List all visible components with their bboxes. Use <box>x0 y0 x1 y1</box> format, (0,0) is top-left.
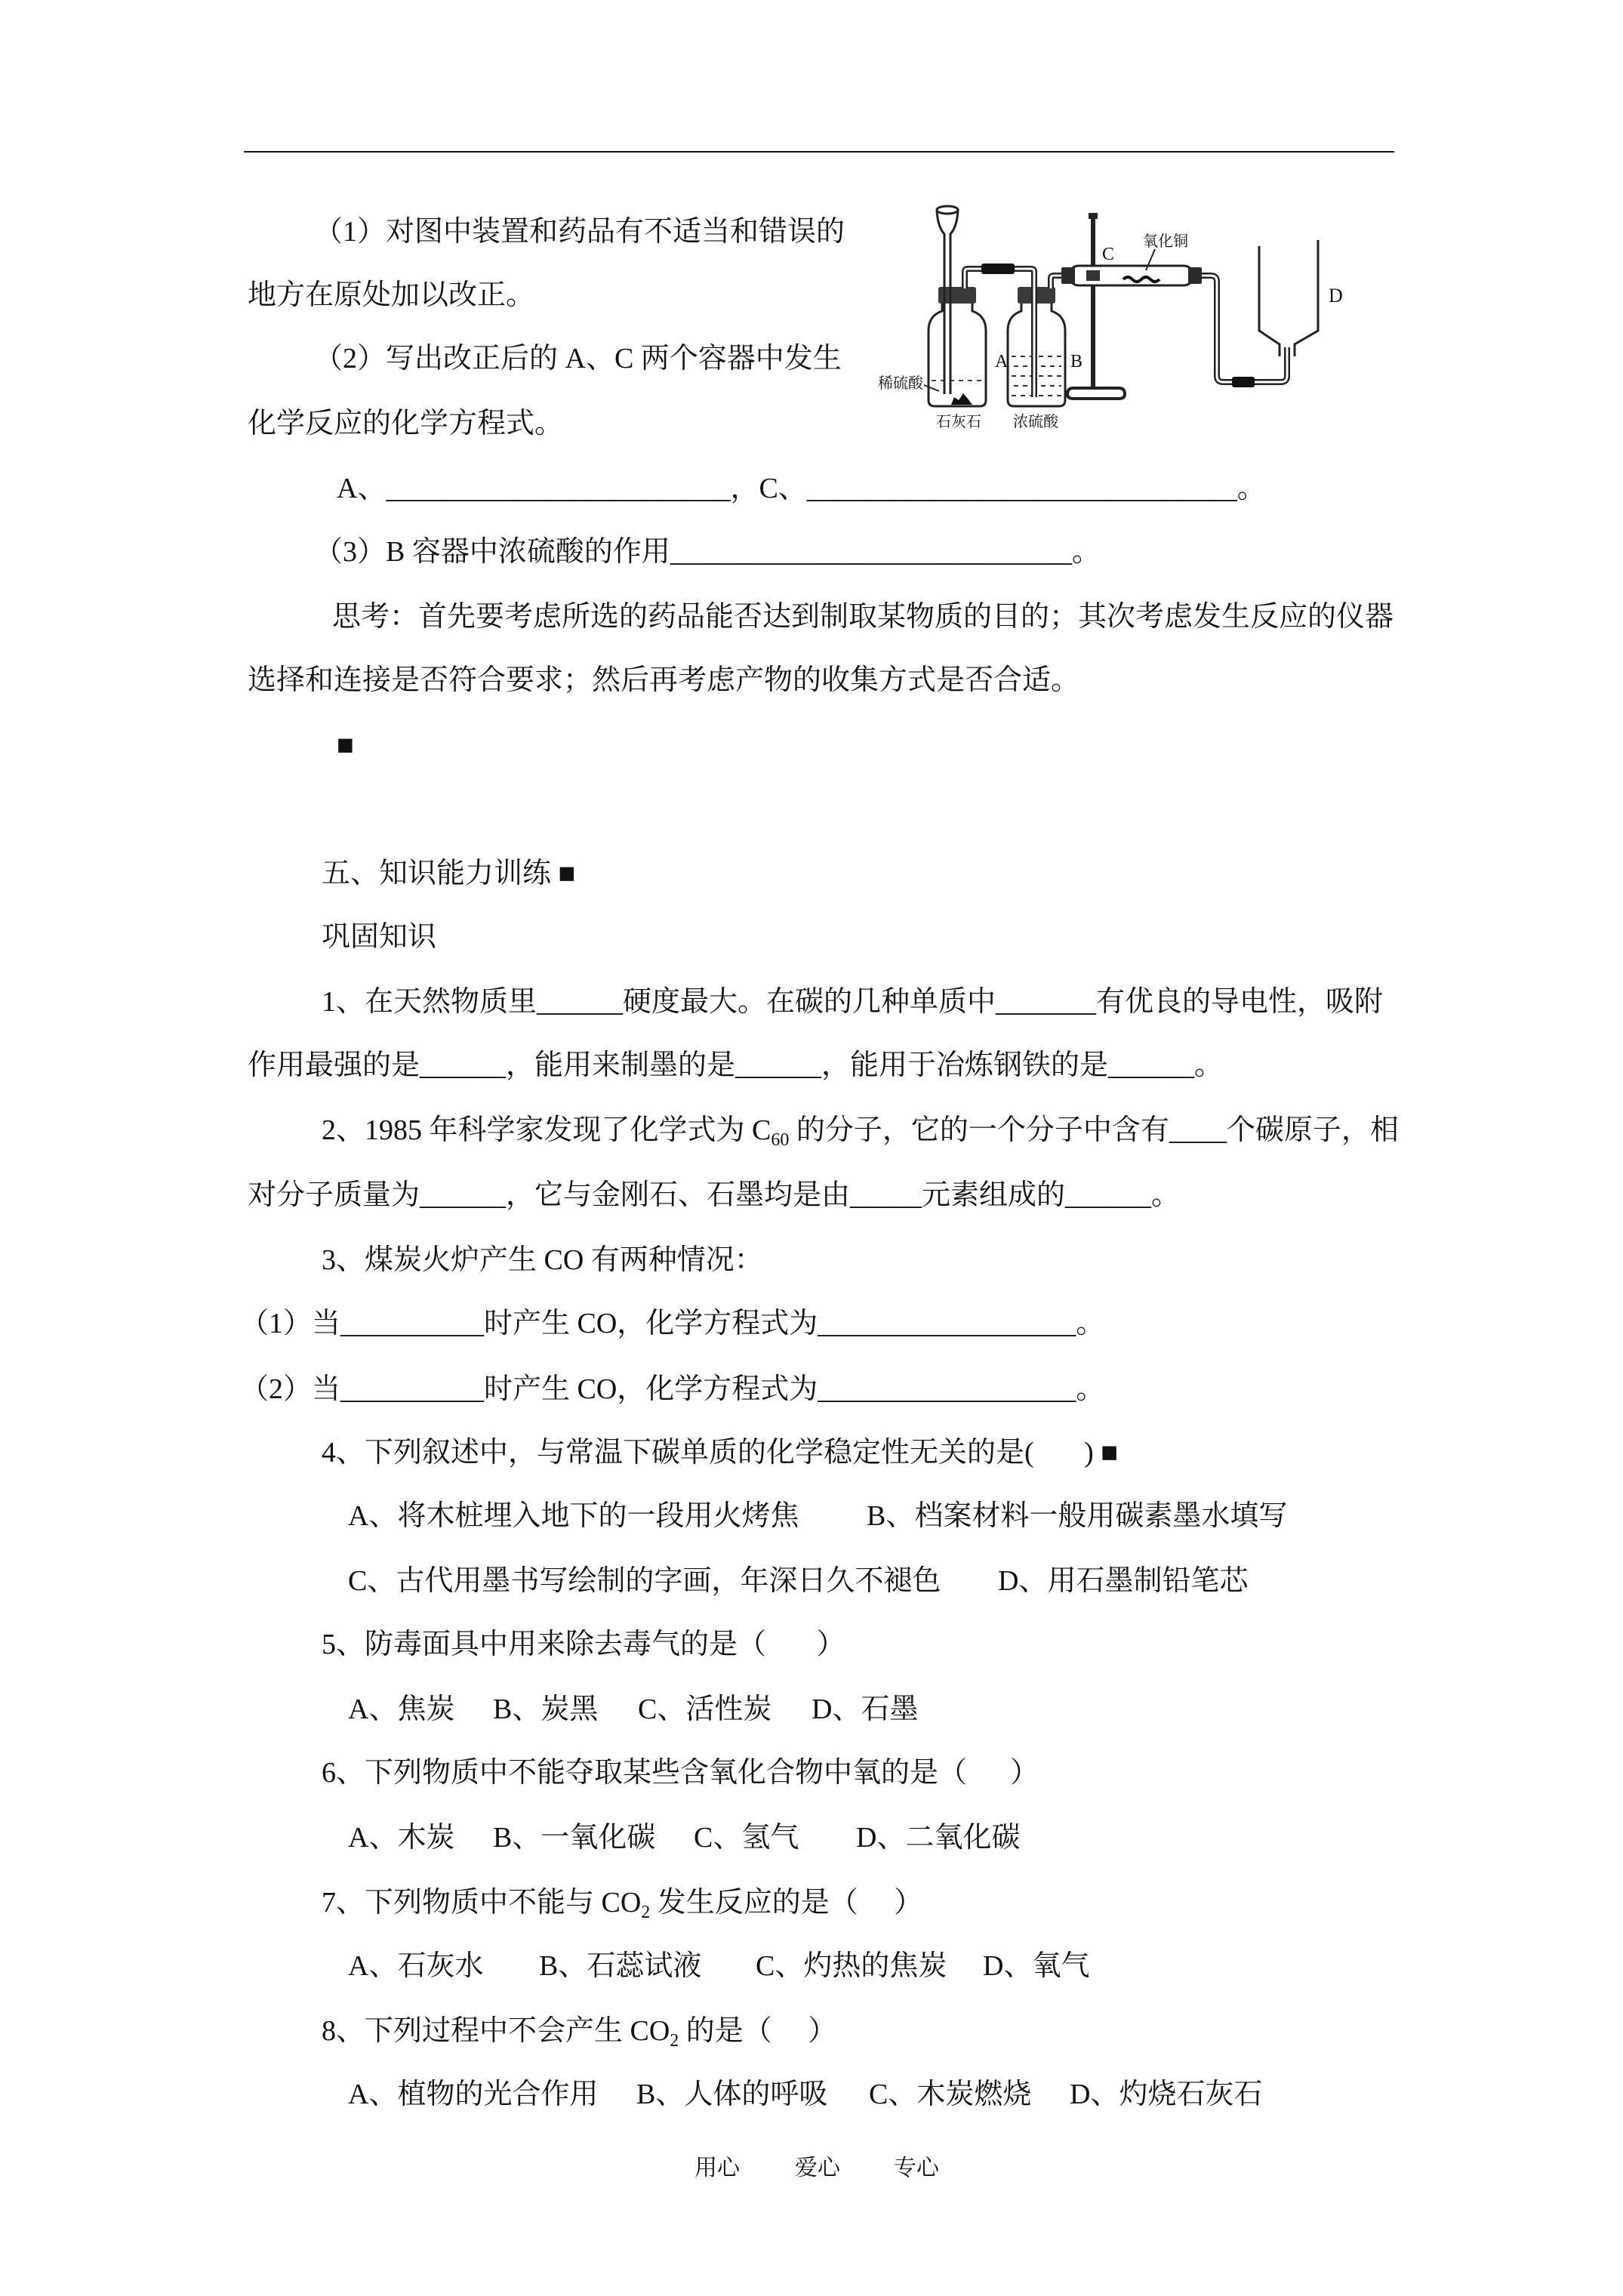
q4-option-b: B、档案材料一般用碳素墨水填写 <box>867 1500 1288 1532</box>
exp-q1-line2: 地方在原处加以改正。 <box>248 279 535 311</box>
q8-stem-text-cont: 的是（ ） <box>679 2015 837 2047</box>
label-limestone: 石灰石 <box>936 414 981 430</box>
q8-stem <box>322 2014 837 2051</box>
c60-subscript: 60 <box>771 1130 790 1150</box>
q6-option-b: B、一氧化碳 <box>493 1822 656 1854</box>
co2-subscript: 2 <box>670 2031 679 2051</box>
header-rule <box>244 151 1394 153</box>
label-d: D <box>1329 285 1343 307</box>
q7-option-c: C、灼热的焦炭 <box>756 1950 947 1982</box>
q7-option-d: D、氧气 <box>983 1950 1090 1982</box>
q5-option-d: D、石墨 <box>812 1693 919 1725</box>
q6-option-c: C、氢气 <box>694 1822 799 1854</box>
combustion-tube-c <box>1061 266 1202 285</box>
q6-option-d: D、二氧化碳 <box>856 1822 1021 1854</box>
q6-stem: 6、下列物质中不能夺取某些含氧化合物中氧的是（ ） <box>322 1757 1039 1789</box>
exp-q3: （3）B 容器中浓硫酸的作用____________________________。 <box>314 536 1101 568</box>
think-line1: 思考：首先要考虑所选的药品能否达到制取某物质的目的；其次考虑发生反应的仪器 <box>332 601 1394 633</box>
q7-option-b: B、石蕊试液 <box>539 1950 702 1982</box>
q8-option-c: C、木炭燃烧 <box>869 2079 1032 2110</box>
q3-stem: 3、煤炭火炉产生 CO 有两种情况： <box>322 1244 763 1276</box>
vessel-d <box>1259 240 1318 356</box>
bottle-a <box>929 287 986 406</box>
label-c: C <box>1102 245 1115 264</box>
exp-q2-line1: （2）写出改正后的 A、C 两个容器中发生 <box>314 343 842 374</box>
q4-stem: 4、下列叙述中，与常温下碳单质的化学稳定性无关的是( ) ■ <box>322 1437 1119 1469</box>
q7-stem-text-cont: 发生反应的是（ ） <box>650 1887 923 1918</box>
q7-stem-text: 7、下列物质中不能与 CO <box>322 1887 642 1918</box>
q8-option-b: B、人体的呼吸 <box>636 2079 828 2110</box>
exp-q1-line1: （1）对图中装置和药品有不适当和错误的 <box>314 216 845 248</box>
q3-case1: （1）当__________时产生 CO，化学方程式为__________________。 <box>240 1308 1105 1339</box>
q2-line1 <box>322 1114 1399 1150</box>
exp-q2-line2: 化学反应的化学方程式。 <box>248 408 564 439</box>
connecting-tube-c-d <box>1202 276 1287 387</box>
black-square-marker: ■ <box>337 729 354 761</box>
label-a: A <box>995 352 1009 371</box>
think-line2: 选择和连接是否符合要求；然后再考虑产物的收集方式是否合适。 <box>248 664 1080 696</box>
q8-option-a: A、植物的光合作用 <box>348 2079 599 2110</box>
q8-option-d: D、灼烧石灰石 <box>1070 2079 1263 2110</box>
q5-option-c: C、活性炭 <box>638 1693 772 1725</box>
exp-q2-answer-blanks: A、________________________，C、______________________________。 <box>337 473 1266 504</box>
q5-stem: 5、防毒面具中用来除去毒气的是（ ） <box>322 1629 845 1660</box>
q4-option-c: C、古代用墨书写绘制的字画，年深日久不褪色 <box>348 1565 941 1597</box>
rubber-connector <box>981 264 1015 274</box>
dilute-acid-leader <box>924 385 939 391</box>
clamp <box>1086 270 1100 281</box>
q6-option-a: A、木炭 <box>348 1822 455 1854</box>
q4-option-a: A、将木桩埋入地下的一段用火烤焦 <box>348 1500 799 1532</box>
q8-stem-text: 8、下列过程中不会产生 CO <box>322 2015 670 2047</box>
q3-case2: （2）当__________时产生 CO，化学方程式为__________________。 <box>240 1373 1105 1405</box>
q7-option-a: A、石灰水 <box>348 1950 484 1982</box>
label-dilute-sulfuric-acid: 稀硫酸 <box>878 375 923 392</box>
footer-word-2: 爱心 <box>795 2156 840 2180</box>
label-b: B <box>1070 352 1083 371</box>
label-conc-sulfuric-acid: 浓硫酸 <box>1013 414 1058 430</box>
section-heading: 五、知识能力训练 ■ <box>322 858 576 889</box>
q4-option-d: D、用石墨制铅笔芯 <box>998 1565 1249 1597</box>
q7-stem <box>322 1886 923 1922</box>
q5-option-b: B、炭黑 <box>493 1693 599 1725</box>
co2-subscript: 2 <box>641 1903 651 1922</box>
q1-line1: 1、在天然物质里______硬度最大。在碳的几种单质中_______有优良的导电性，吸附 <box>322 986 1384 1018</box>
apparatus-diagram <box>876 196 1366 445</box>
q5-option-a: A、焦炭 <box>348 1693 455 1725</box>
footer-word-1: 用心 <box>694 2156 740 2180</box>
q2-line1-text: 2、1985 年科学家发现了化学式为 C <box>322 1114 771 1146</box>
section-subheading: 巩固知识 <box>322 921 437 953</box>
q2-line2: 对分子质量为______，它与金刚石、石墨均是由_____元素组成的______。 <box>248 1179 1181 1211</box>
footer-word-3: 专心 <box>894 2156 939 2180</box>
q2-line1-text-cont: 的分子，它的一个分子中含有____个碳原子，相 <box>789 1114 1399 1146</box>
limestone-pile <box>951 393 972 405</box>
label-copper-oxide: 氧化铜 <box>1143 233 1188 250</box>
q1-line2: 作用最强的是______，能用来制墨的是______，能用于冶炼钢铁的是______。 <box>248 1049 1224 1081</box>
connecting-tube-a-b <box>965 264 1034 397</box>
